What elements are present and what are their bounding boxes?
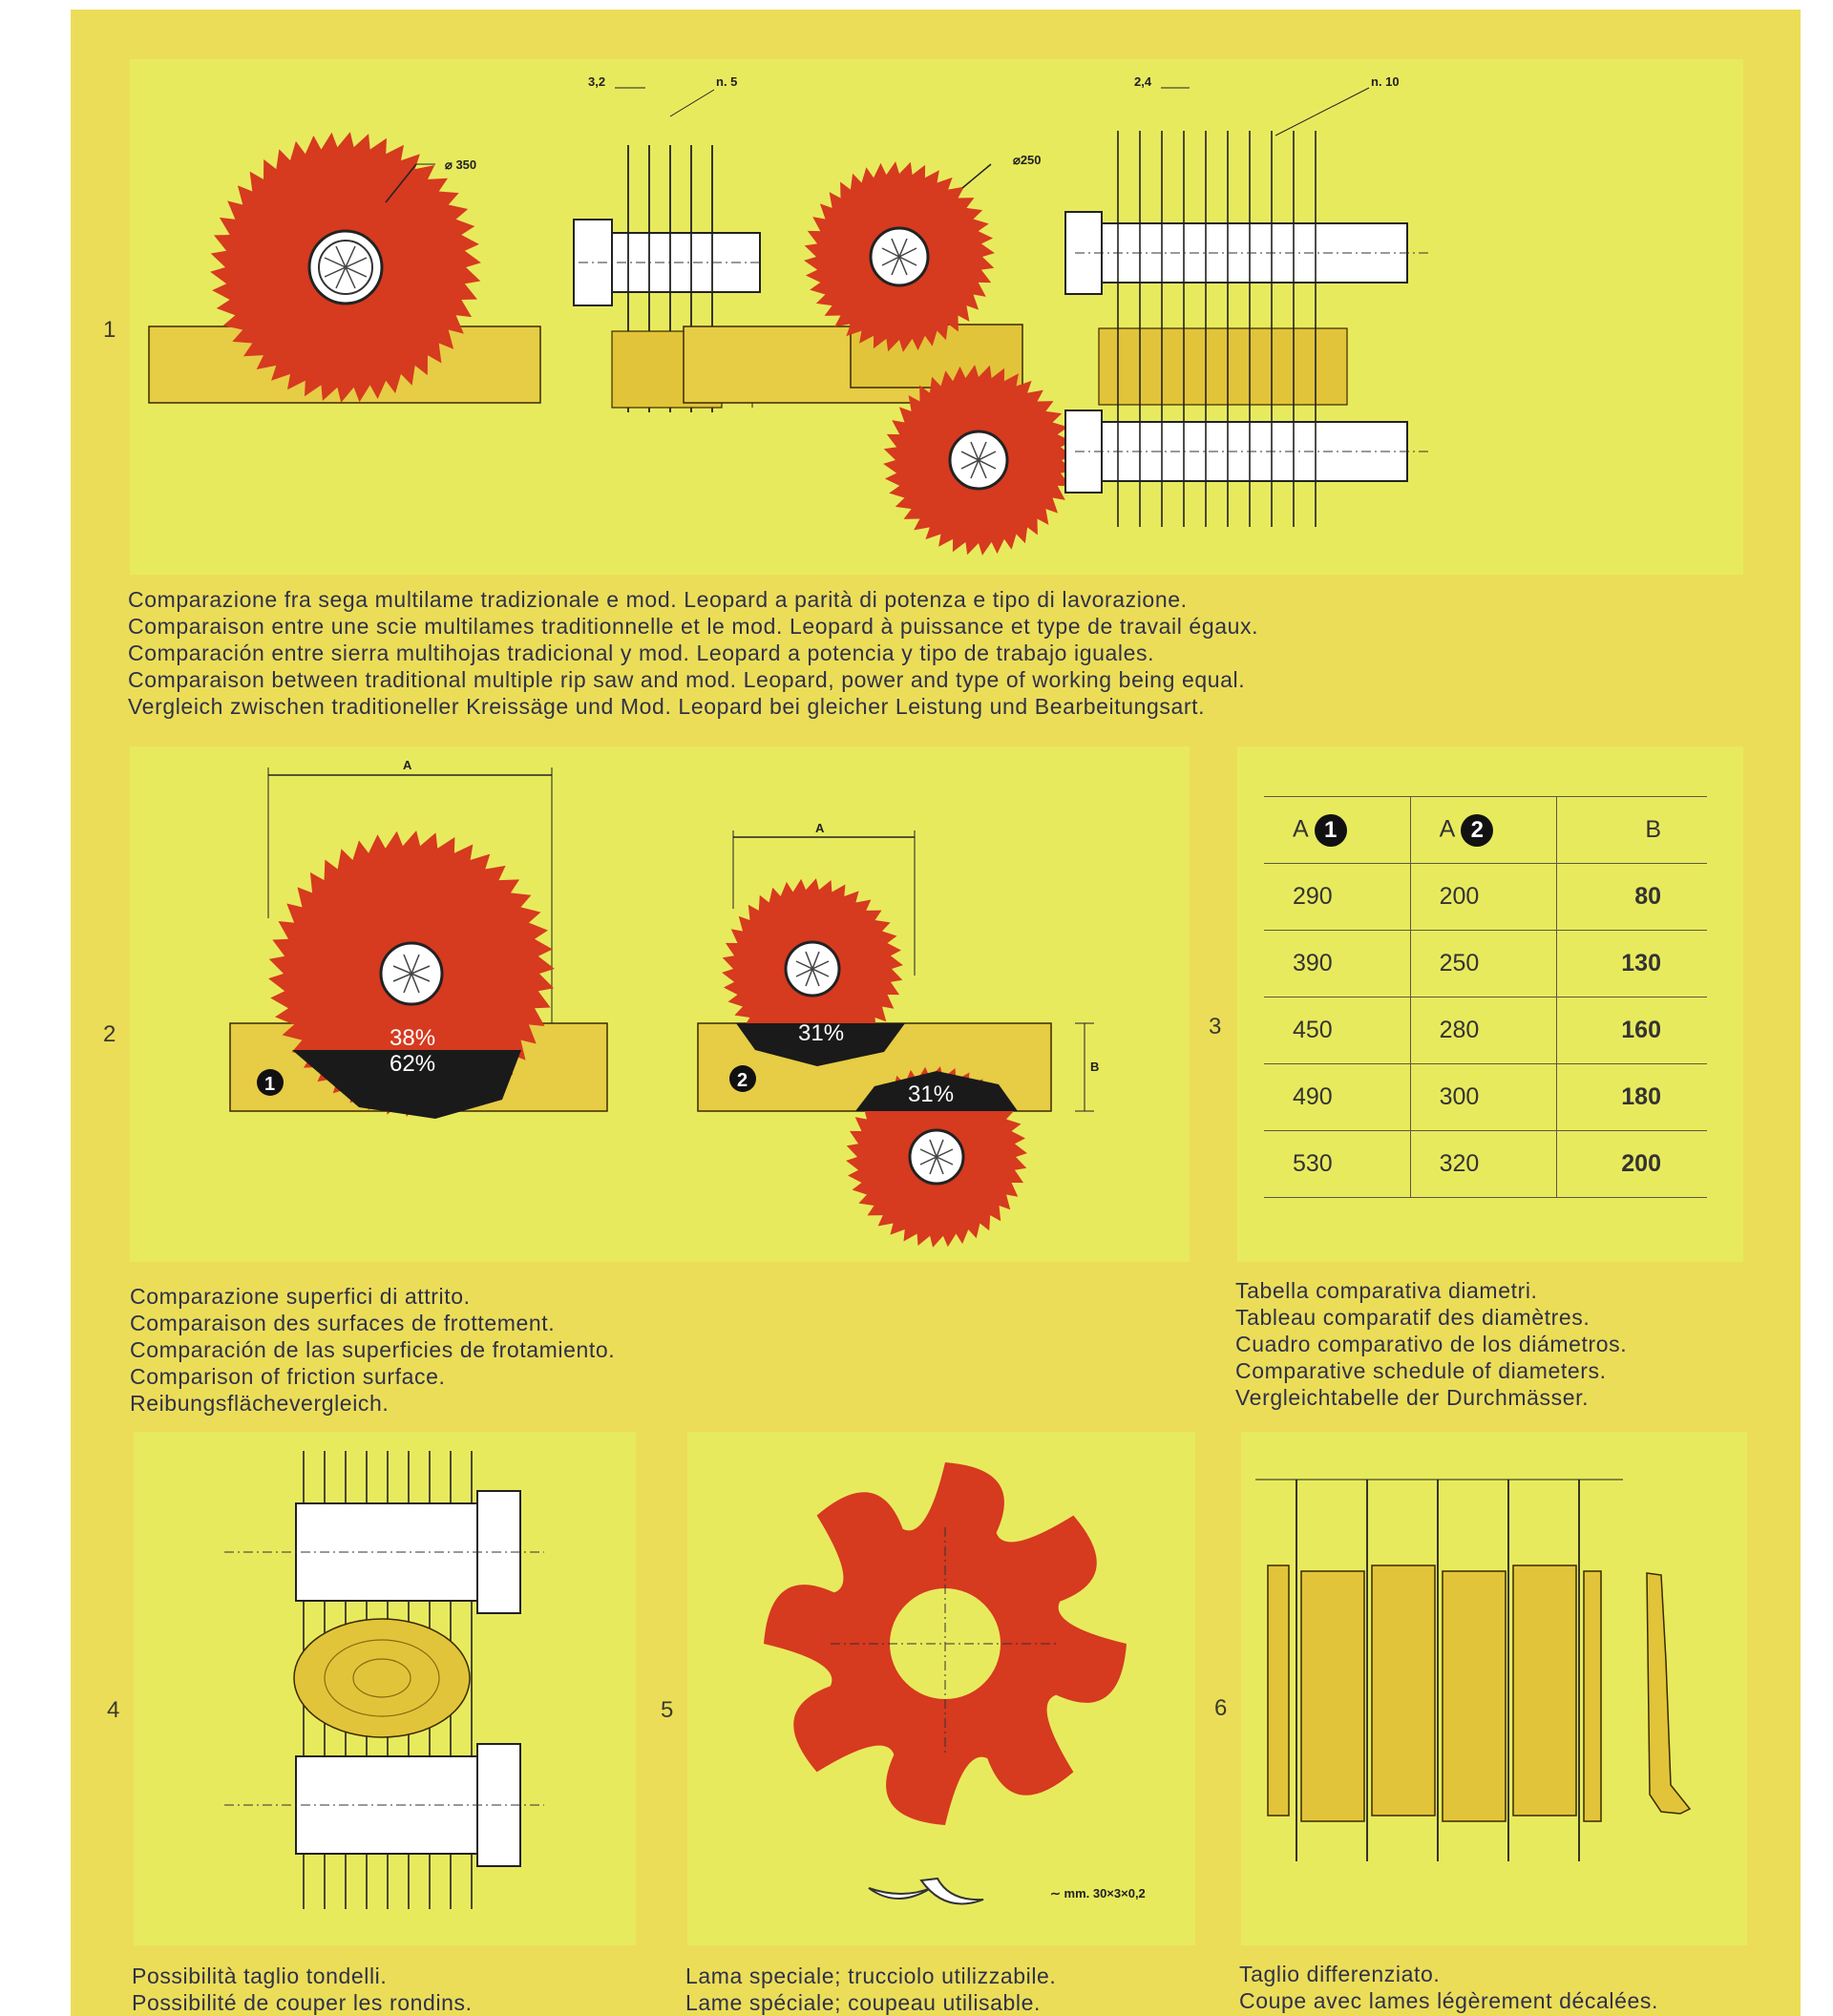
percentage-31-lower: 31% xyxy=(908,1082,955,1107)
table-row: 490 300 180 xyxy=(1264,1064,1707,1131)
percentage-31-upper: 31% xyxy=(798,1020,845,1046)
brochure-page xyxy=(71,10,1801,2016)
blade-count-10: n. 10 xyxy=(1371,74,1400,89)
figure-5-drawing xyxy=(687,1432,1195,1945)
blade-thickness-24: 2,4 xyxy=(1134,74,1152,89)
figure-6-panel xyxy=(1241,1432,1747,1945)
figure-6-caption: Taglio differenziato. Coupe avec lames légèrement décalées. xyxy=(1239,1962,1658,2013)
table-header: A 2 xyxy=(1410,797,1557,864)
marker-1: 1 xyxy=(264,1074,276,1095)
diameter-table xyxy=(1264,796,1707,1198)
figure-1-drawing xyxy=(130,59,1743,575)
table-row: 530 320 200 xyxy=(1264,1131,1707,1198)
figure-2-panel xyxy=(130,746,1190,1262)
figure-4-number: 4 xyxy=(107,1697,120,1723)
figure-2-number: 2 xyxy=(103,1021,116,1047)
figure-5-caption: Lama speciale; trucciolo utilizzabile. Lame spéciale; coupeau utilisable. xyxy=(685,1964,1057,2015)
figure-2-caption: Comparazione superfici di attrito. Comparaison des surfaces de frottement. Comparación de las superficies de frotamiento. Comparison of friction surface. Reibungsflächevergleich. xyxy=(130,1284,616,1416)
dimension-a-right: A xyxy=(815,821,825,835)
table-row: 290 200 80 xyxy=(1264,864,1707,931)
figure-6-number: 6 xyxy=(1214,1695,1228,1721)
dimension-a-left: A xyxy=(403,758,412,772)
table-header: B xyxy=(1557,797,1707,864)
figure-1-caption: Comparazione fra sega multilame tradizionale e mod. Leopard a parità di potenza e tipo di lavorazione. Comparaison entre une scie multilames traditionnelle et le mod. Leopard à puissance et type de travail égaux. Comparación entre sierra multihojas tradicional y mod. Leopard a potencia y tipo de trabajo iguales. Comparaison between traditional multiple rip saw and mod. Leopard, power and type of working being equal. Vergleich zwischen traditioneller Kreissäge und Mod. Leopard bei gleicher Leistung und Bearbeitungsart. xyxy=(128,587,1259,719)
table-header: A 1 xyxy=(1264,797,1410,864)
figure-2-drawing xyxy=(130,746,1190,1262)
dimension-b: B xyxy=(1090,1060,1100,1074)
figure-3-number: 3 xyxy=(1209,1014,1222,1040)
figure-4-caption: Possibilità taglio tondelli. Possibilité de couper les rondins. xyxy=(132,1964,473,2015)
figure-1-panel xyxy=(130,59,1743,575)
percentage-38: 38% xyxy=(390,1025,436,1051)
table-row: 450 280 160 xyxy=(1264,998,1707,1064)
diameter-label-350: ⌀ 350 xyxy=(445,158,477,172)
figure-5-number: 5 xyxy=(661,1697,674,1723)
figure-3-panel xyxy=(1237,746,1743,1262)
figure-4-drawing xyxy=(134,1432,636,1945)
blade-count-5: n. 5 xyxy=(716,74,738,89)
blade-thickness-32: 3,2 xyxy=(588,74,606,89)
figure-5-panel xyxy=(687,1432,1195,1945)
figure-1-number: 1 xyxy=(103,317,116,343)
percentage-62: 62% xyxy=(390,1051,436,1077)
marker-2: 2 xyxy=(737,1070,748,1091)
figure-4-panel xyxy=(134,1432,636,1945)
table-row: 390 250 130 xyxy=(1264,931,1707,998)
chip-size-label: ∼ mm. 30×3×0,2 xyxy=(1050,1886,1146,1900)
diameter-label-250: ⌀250 xyxy=(1013,153,1042,167)
figure-3-caption: Tabella comparativa diametri. Tableau comparatif des diamètres. Cuadro comparativo de los diámetros. Comparative schedule of diameters. Vergleichtabelle der Durchmässer. xyxy=(1235,1278,1628,1410)
figure-6-drawing xyxy=(1241,1432,1747,1945)
table-header-row xyxy=(1264,797,1707,864)
